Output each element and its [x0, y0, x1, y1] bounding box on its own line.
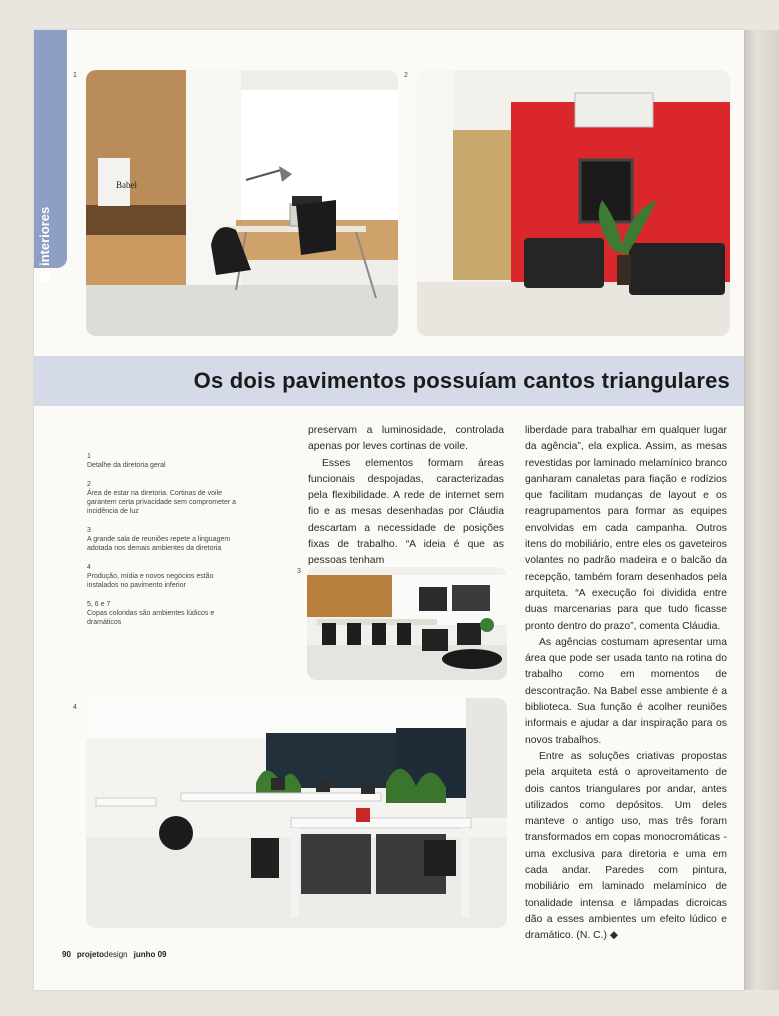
article-column-1 — [308, 423, 504, 570]
section-tab-label: interiores — [37, 207, 52, 282]
article-column-2 — [525, 423, 727, 945]
babel-sign-text: Babel — [116, 180, 137, 190]
photo-open-office — [86, 698, 507, 928]
headline-band — [34, 356, 744, 406]
caption-5-6-7: 5, 6 e 7 Copas coloridas são ambientes lúdicos e dramáticos — [87, 601, 215, 626]
caption-2: 2 Área de estar na diretoria. Cortinas de voile garantem certa privacidade sem comprometer a incidência de luz — [87, 481, 237, 515]
photo-open-office-image — [86, 698, 507, 928]
caption-4: 4 Produção, mídia e novos negócios estão instalados no pavimento inferior — [87, 564, 214, 589]
headline: Os dois pavimentos possuíam cantos triangulares — [193, 368, 730, 393]
photo-lounge-red-wall — [417, 70, 730, 336]
column2-paragraph-3: Entre as soluções criativas propostas pela arquiteta está o aproveitamento de dois cantos triangulares por andar, antes utilizados como depósitos. Um deles manteve o antigo uso, mas três foram transformados em copas monocromáticas - uma exclusiva para diretoria e uma em cada andar. Paredes com pintura, mobiliário em laminado melamínico de tonalidade intensa e lâmpadas dicroicas dão a esses ambientes um efeito lúdico e dramático. (N. C.) ◆ — [525, 750, 727, 942]
tab-square-icon — [40, 272, 50, 282]
page-footer — [62, 950, 166, 959]
magazine-name: projetodesign — [76, 950, 128, 959]
photo-meeting-room — [307, 567, 507, 680]
caption-1: 1 Detalhe da diretoria geral — [87, 453, 166, 469]
column1-paragraph-1: preservam a luminosidade, controlada apenas por leves cortinas de voile. — [308, 425, 504, 453]
photo-number-4: 4 — [73, 704, 77, 711]
caption-3: 3 A grande sala de reuniões repete a linguagem adotada nos demais ambientes da diretoria — [87, 527, 231, 552]
photo-meeting-room-image — [307, 567, 507, 680]
column2-paragraph-1: liberdade para trabalhar em qualquer lugar da agência”, ela explica. Assim, as mesas revestidas por laminado melamínico branco ganharam canaletas para fiação e rodízios que facilitam mudanças de layout e os reagrupamentos para formar as equipes envolvidas em cada campanha. Outros itens do mobiliário, entre eles os gaveteiros volantes no padrão madeira e o balcão da recepção, também foram desenhados pela arquiteta. “A execução foi dividida entre duas marcenarias para que tudo ficasse pronto dentro do prazo”, comenta Cláudia. — [525, 425, 727, 632]
page-number: 90 — [62, 950, 71, 959]
photo-director-office-image — [86, 70, 398, 336]
photo-director-office — [86, 70, 398, 336]
photo-number-2: 2 — [404, 72, 408, 79]
column1-paragraph-2: Esses elementos formam áreas funcionais despojadas, caracterizadas pela flexibilidade. A rede de internet sem fio e as mesas desenhadas por Cláudia descartam a necessidade de posições fixas de trabalho. “A ideia é que as pessoas tenham — [308, 457, 504, 567]
photo-captions — [87, 452, 242, 637]
issue-date: junho 09 — [133, 950, 167, 959]
section-tab — [34, 30, 67, 268]
photo-lounge-red-wall-image — [417, 70, 730, 336]
photo-number-1: 1 — [73, 72, 77, 79]
page-spine — [742, 30, 779, 990]
photo-number-3: 3 — [297, 568, 301, 575]
column2-paragraph-2: As agências costumam apresentar uma área que pode ser usada tanto na rotina do trabalho como em momentos de descontração. Na Babel esse ambiente é a biblioteca. Sua função é acolher reuniões informais e ajudar a dar inspiração para os novos trabalhos. — [525, 636, 727, 746]
